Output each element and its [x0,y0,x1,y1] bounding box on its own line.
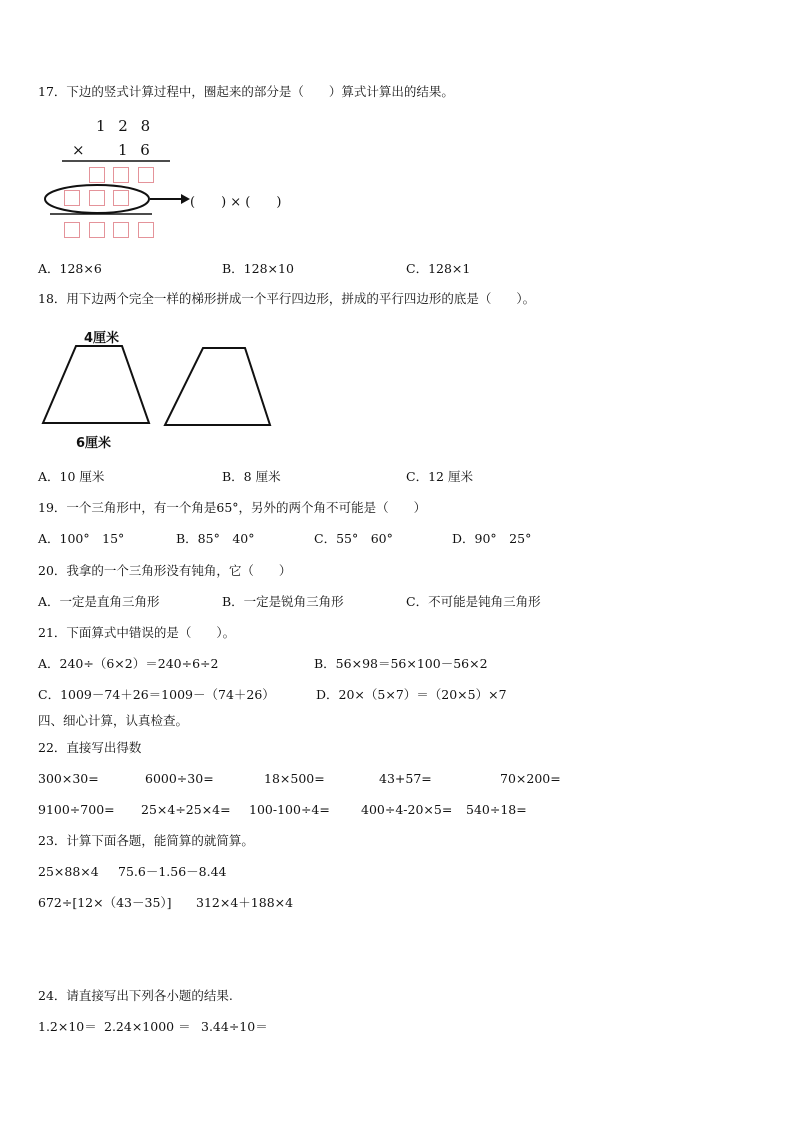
q18-option-a: A．10 厘米 [38,469,105,484]
q18-top-label: 4厘米 [84,331,120,346]
q18-option-b: B．8 厘米 [222,469,281,484]
q18-bottom-label: 6厘米 [76,436,112,451]
q22-item: 25×4÷25×4= [141,802,231,817]
q22-item: 540÷18= [466,802,527,817]
q23-item: 75.6－1.56－8.44 [118,864,227,879]
q22-item: 43+57= [379,771,432,786]
section-4-title: 四、细心计算，认真检查。 [38,713,189,728]
q24-stem: 24．请直接写出下列各小题的结果. [38,988,233,1003]
q22-item: 70×200= [500,771,561,786]
q22-stem: 22．直接写出得数 [38,740,142,755]
q17-option-a: A．128×6 [38,261,102,276]
q17-multiplier: 1 6 [118,141,154,159]
q17-times-sign: × [72,141,85,159]
q21-option-a: A．240÷（6×2）＝240÷6÷2 [38,656,219,671]
q20-option-c: C．不可能是钝角三角形 [406,594,541,609]
q20-stem: 20．我拿的一个三角形没有钝角，它（ ） [38,563,292,578]
q22-item: 9100÷700= [38,802,115,817]
q22-item: 18×500= [264,771,325,786]
q17-top-number: 1 2 8 [96,117,155,135]
q21-option-d: D．20×（5×7）＝（20×5）×7 [316,687,507,702]
q20-option-a: A．一定是直角三角形 [38,594,160,609]
q18-option-c: C．12 厘米 [406,469,473,484]
q23-item: 672÷[12×（43－35）] [38,895,172,910]
q20-option-b: B．一定是锐角三角形 [222,594,344,609]
q19-option-a: A．100° 15° [38,531,125,546]
q19-option-d: D．90° 25° [452,531,532,546]
q22-item: 6000÷30= [145,771,214,786]
q24-item: 1.2×10＝ [38,1019,97,1034]
q22-item: 300×30= [38,771,99,786]
q18-trapezoids-svg [0,0,794,460]
q18-trapezoid-right [165,348,270,425]
q24-item: 3.44÷10＝ [201,1019,268,1034]
q21-stem: 21．下面算式中错误的是（ ）。 [38,625,236,640]
q17-option-c: C．128×1 [406,261,471,276]
q17-blanks: ( ) × ( ) [190,195,282,210]
q22-item: 400÷4-20×5= [361,802,453,817]
q17-stem: 17．下边的竖式计算过程中，圈起来的部分是（ ）算式计算出的结果。 [38,84,454,99]
q24-item: 2.24×1000 ＝ [104,1019,191,1034]
q22-item: 100-100÷4= [249,802,330,817]
q17-option-b: B．128×10 [222,261,294,276]
q21-option-b: B．56×98＝56×100－56×2 [314,656,488,671]
q18-stem: 18．用下边两个完全一样的梯形拼成一个平行四边形，拼成的平行四边形的底是（ ）。 [38,291,536,306]
q19-option-b: B．85° 40° [176,531,255,546]
q23-item: 312×4＋188×4 [196,895,294,910]
q23-item: 25×88×4 [38,864,99,879]
q23-stem: 23．计算下面各题，能简算的就简算。 [38,833,254,848]
q21-option-c: C．1009－74＋26＝1009－（74＋26） [38,687,275,702]
q19-option-c: C．55° 60° [314,531,393,546]
q18-trapezoid-left [43,346,149,423]
q19-stem: 19．一个三角形中，有一个角是65°，另外的两个角不可能是（ ） [38,500,427,515]
